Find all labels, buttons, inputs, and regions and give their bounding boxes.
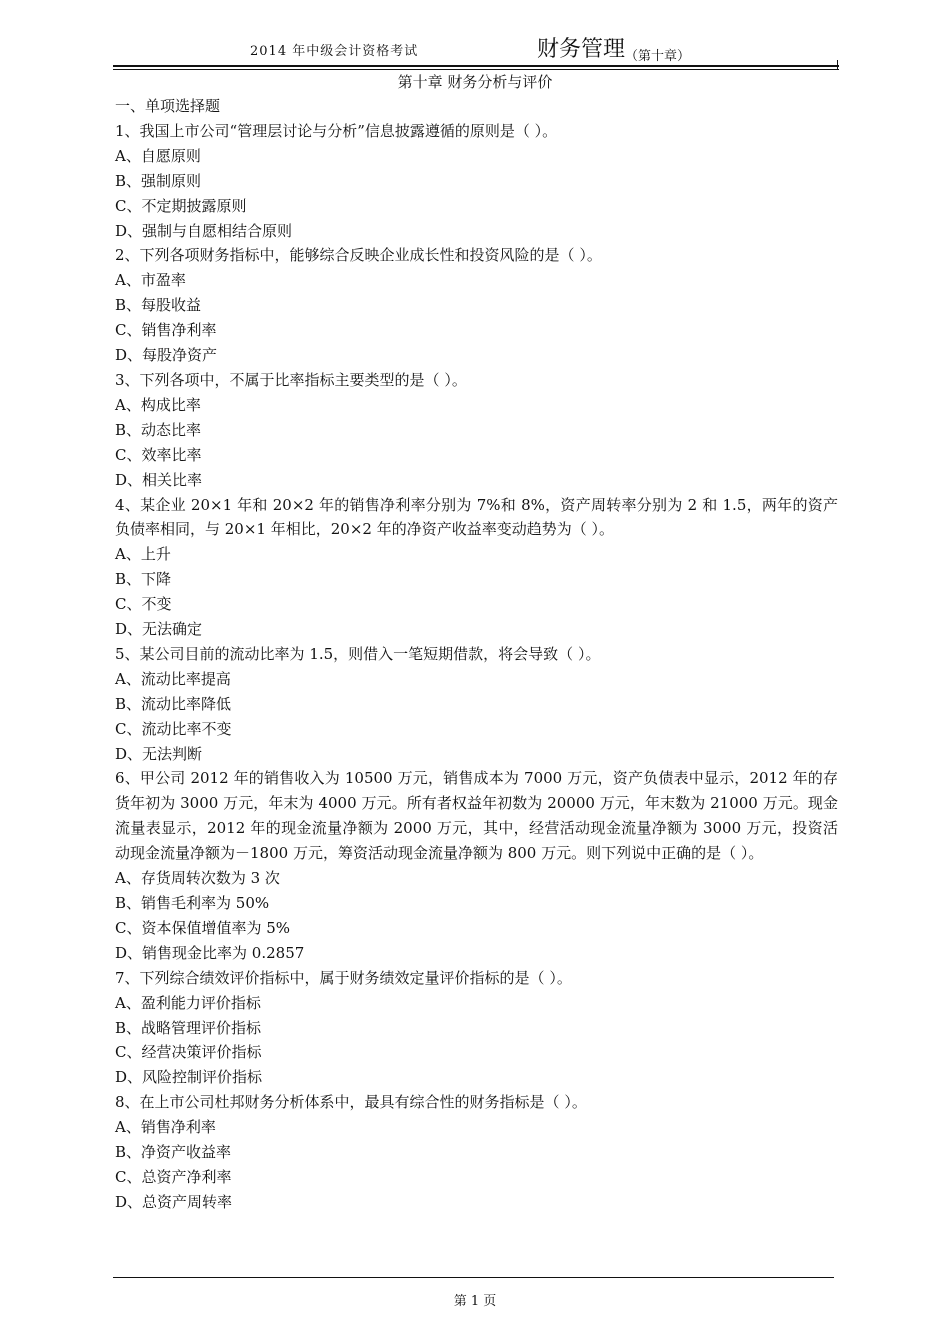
question-8	[115, 1090, 838, 1215]
question-7	[115, 966, 838, 1091]
option-c: C、流动比率不变	[115, 719, 232, 738]
option-b: B、每股收益	[115, 296, 202, 315]
section-title: 一、单项选择题	[115, 97, 221, 115]
option-c: C、不变	[115, 595, 172, 614]
question-stem: 7、下列综合绩效评价指标中，属于财务绩效定量评价指标的是（ ）。	[115, 968, 572, 987]
option-b: B、销售毛利率为 50%	[115, 894, 270, 912]
option-b: B、下降	[115, 570, 172, 589]
question-4	[115, 493, 838, 642]
option-d: D、无法确定	[115, 620, 203, 639]
header-subject: 财务管理	[537, 37, 626, 62]
chapter-title: 第十章 财务分析与评价	[397, 73, 553, 91]
header-chapter: （第十章）	[625, 49, 691, 64]
option-b: B、强制原则	[115, 171, 202, 190]
option-a: A、盈利能力评价指标	[115, 993, 261, 1012]
header-subject-block	[537, 32, 690, 63]
option-c: C、经营决策评价指标	[115, 1043, 262, 1062]
question-2	[115, 243, 838, 368]
option-a: A、流动比率提高	[115, 669, 231, 688]
header-tick	[837, 60, 838, 70]
option-d: D、强制与自愿相结合原则	[115, 221, 293, 240]
option-b: B、流动比率降低	[115, 694, 232, 713]
question-stem: 6、甲公司 2012 年的销售收入为 10500 万元，销售成本为 7000 万元，资产负债表中显示，2012 年的存货年初为 3000 万元，年末为 4000 万元。所有者权益年初数为 20000 万元，年末数为 21000 万元。现金流量表显示，2012 年的现金流量净额为 2000 万元，其中，经营活动现金流量净额为 3000 万元，投资活动现金流量净额为－1800 万元，筹资活动现金流量净额为 800 万元。则下列说中正确的是（ ）。	[115, 769, 838, 863]
option-a: A、自愿原则	[115, 146, 201, 165]
option-d: D、相关比率	[115, 470, 203, 489]
option-d: D、无法判断	[115, 744, 203, 763]
footer-rule	[113, 1277, 834, 1278]
option-b: B、战略管理评价指标	[115, 1018, 262, 1037]
option-b: B、净资产收益率	[115, 1143, 232, 1162]
question-stem: 1、我国上市公司“管理层讨论与分析”信息披露遵循的原则是（ ）。	[115, 121, 558, 140]
option-b: B、动态比率	[115, 420, 202, 439]
question-stem: 3、下列各项中，不属于比率指标主要类型的是（ ）。	[115, 370, 467, 389]
option-a: A、构成比率	[115, 395, 201, 414]
option-d: D、销售现金比率为 0.2857	[115, 943, 305, 962]
question-6	[115, 766, 838, 965]
option-a: A、上升	[115, 545, 171, 564]
page-number: 第 1 页	[453, 1294, 497, 1309]
option-c: C、不定期披露原则	[115, 196, 247, 215]
question-5	[115, 642, 838, 767]
option-c: C、总资产净利率	[115, 1167, 232, 1186]
question-3	[115, 368, 838, 493]
question-stem: 2、下列各项财务指标中，能够综合反映企业成长性和投资风险的是（ ）。	[115, 246, 602, 265]
option-c: C、效率比率	[115, 445, 202, 464]
header-rule	[113, 65, 839, 67]
option-d: D、风险控制评价指标	[115, 1068, 263, 1087]
option-c: C、销售净利率	[115, 321, 217, 340]
option-d: D、每股净资产	[115, 346, 218, 365]
document-body	[115, 94, 838, 1215]
question-stem: 8、在上市公司杜邦财务分析体系中，最具有综合性的财务指标是（ ）。	[115, 1093, 587, 1112]
option-a: A、市盈率	[115, 271, 186, 290]
question-stem: 5、某公司目前的流动比率为 1.5，则借入一笔短期借款，将会导致（ ）。	[115, 644, 601, 663]
option-a: A、销售净利率	[115, 1118, 216, 1137]
question-stem: 4、某企业 20×1 年和 20×2 年的销售净利率分别为 7%和 8%，资产周转率分别为 2 和 1.5，两年的资产负债率相同，与 20×1 年相比，20×2 年的净资产收益率变动趋势为（ ）。	[115, 495, 838, 539]
header-exam-name: 2014 年中级会计资格考试	[250, 44, 419, 59]
option-a: A、存货周转次数为 3 次	[115, 869, 280, 888]
question-1	[115, 119, 838, 244]
option-d: D、总资产周转率	[115, 1192, 233, 1211]
option-c: C、资本保值增值率为 5%	[115, 918, 291, 937]
